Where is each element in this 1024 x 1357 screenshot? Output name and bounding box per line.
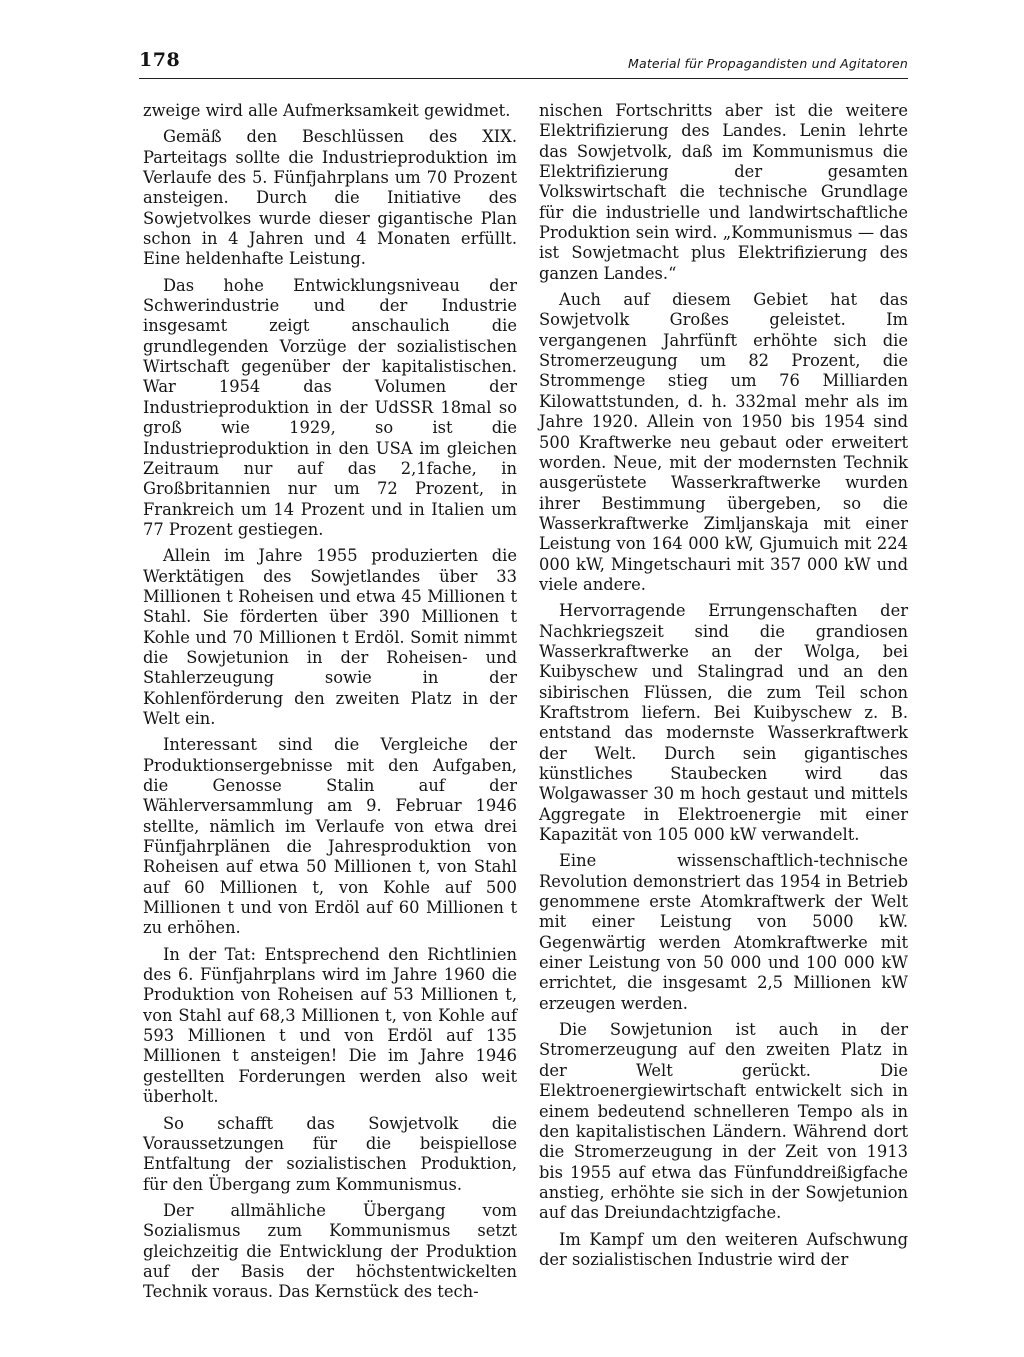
paragraph: nischen Fortschritts aber ist die weitere Elektrifizierung des Landes. Lenin lehrte das Sowjetvolk, daß im Kommunismus die Elektrifizierung der gesamten Volkswirtschaft die technische Grundlage für die industrielle und landwirtschaftliche Produktion sein wird. „Kommunismus — das ist Sowjetmacht plus Elektrifizierung des ganzen Landes.“ (539, 101, 908, 283)
paragraph: Der allmähliche Übergang vom Sozialismus zum Kommunismus setzt gleichzeitig die Entwicklung der Produktion auf der Basis der höchstentwickelten Technik voraus. Das Kernstück des tech- (143, 1200, 517, 1302)
paragraph: Auch auf diesem Gebiet hat das Sowjetvolk Großes geleistet. Im vergangenen Jahrfünft erhöhte sich die Stromerzeugung um 82 Prozent, die Strommenge stieg um 76 Milliarden Kilowattstunden, d. h. 332mal mehr als im Jahre 1920. Allein von 1950 bis 1954 sind 500 Kraftwerke neu gebaut oder erweitert worden. Neue, mit der modernsten Technik ausgerüstete Wasserkraftwerke wurden ihrer Bestimmung übergeben, so die Wasserkraftwerke Zimljanskaja mit einer Leistung von 164 000 kW, Gjumuich mit 224 000 kW, Mingetschauri mit 357 000 kW und viele andere. (539, 290, 908, 594)
right-column (539, 101, 908, 1276)
paragraph: Gemäß den Beschlüssen des XIX. Parteitags sollte die Industrieproduktion im Verlaufe des 5. Fünfjahrplans um 70 Prozent ansteigen. Durch die Initiative des Sowjetvolkes wurde dieser gigantische Plan schon in 4 Jahren und 4 Monaten erfüllt. Eine heldenhafte Leistung. (143, 127, 517, 269)
paragraph: Im Kampf um den weiteren Aufschwung der sozialistischen Industrie wird der (539, 1229, 908, 1269)
paragraph: Allein im Jahre 1955 produzierten die Werktätigen des Sowjetlandes über 33 Millionen t Roheisen und etwa 45 Millionen t Stahl. Sie förderten über 390 Millionen t Kohle und 70 Millionen t Erdöl. Somit nimmt die Sowjetunion in der Roheisen- und Stahlerzeugung sowie in der Kohlenförderung den zweiten Platz in der Welt ein. (143, 546, 517, 728)
paragraph: So schafft das Sowjetvolk die Voraussetzungen für die beispiellose Entfaltung der sozialistischen Produktion, für den Übergang zum Kommunismus. (143, 1113, 517, 1194)
left-column (143, 101, 517, 1309)
paragraph: zweige wird alle Aufmerksamkeit gewidmet. (143, 101, 511, 120)
page-number: 178 (139, 49, 181, 71)
running-head: Material für Propagandisten und Agitatoren (627, 56, 908, 71)
paragraph: Die Sowjetunion ist auch in der Stromerzeugung auf den zweiten Platz in der Welt gerückt. Die Elektroenergiewirtschaft entwickelt sich in einem bedeutend schnelleren Tempo als in den kapitalistischen Ländern. Während dort die Stromerzeugung in der Zeit von 1913 bis 1955 auf etwa das Fünfunddreißigfache anstieg, erhöhte sie sich in der Sowjetunion auf das Dreiundachtzigfache. (539, 1020, 908, 1223)
paragraph: In der Tat: Entsprechend den Richtlinien des 6. Fünfjahrplans wird im Jahre 1960 die Produktion von Roheisen auf 53 Millionen t, von Stahl auf 68,3 Millionen t, von Kohle auf 593 Millionen t und von Erdöl auf 135 Millionen t ansteigen! Die im Jahre 1946 gestellten Forderungen werden also weit überholt. (143, 944, 517, 1107)
header-rule (139, 78, 908, 79)
paragraph: Hervorragende Errungenschaften der Nachkriegszeit sind die grandiosen Wasserkraftwerke an der Wolga, bei Kuibyschew und Stalingrad und an den sibirischen Flüssen, die zum Teil schon Kraftstrom liefern. Bei Kuibyschew z. B. entstand das modernste Wasserkraftwerk der Welt. Durch sein gigantisches künstliches Staubecken wird das Wolgawasser 30 m hoch gestaut und mittels Aggregate in Elektroenergie mit einer Kapazität von 105 000 kW verwandelt. (539, 601, 908, 845)
paragraph: Eine wissenschaftlich-technische Revolution demonstriert das 1954 in Betrieb genommene erste Atomkraftwerk der Welt mit einer Leistung von 5000 kW. Gegenwärtig werden Atomkraftwerke mit einer Leistung von 50 000 und 100 000 kW errichtet, die insgesamt 2,5 Millionen kW erzeugen werden. (539, 851, 908, 1013)
paragraph: Das hohe Entwicklungsniveau der Schwerindustrie und der Industrie insgesamt zeigt anschaulich die grundlegenden Vorzüge der sozialistischen Wirtschaft gegenüber der kapitalistischen. War 1954 das Volumen der Industrieproduktion in der UdSSR 18mal so groß wie 1929, so ist die Industrieproduktion in den USA im gleichen Zeitraum nur auf das 2,1fache, in Großbritannien nur um 72 Prozent, in Frankreich um 14 Prozent und in Italien um 77 Prozent gestiegen. (143, 275, 517, 539)
paragraph: Interessant sind die Vergleiche der Produktionsergebnisse mit den Aufgaben, die Genosse Stalin auf der Wählerversammlung am 9. Februar 1946 stellte, nämlich im Verlaufe von etwa drei Fünfjahrplänen die Jahresproduktion von Roheisen auf etwa 50 Millionen t, von Stahl auf 60 Millionen t, von Kohle auf 500 Millionen t und von Erdöl auf 60 Millionen t zu erhöhen. (143, 735, 517, 938)
